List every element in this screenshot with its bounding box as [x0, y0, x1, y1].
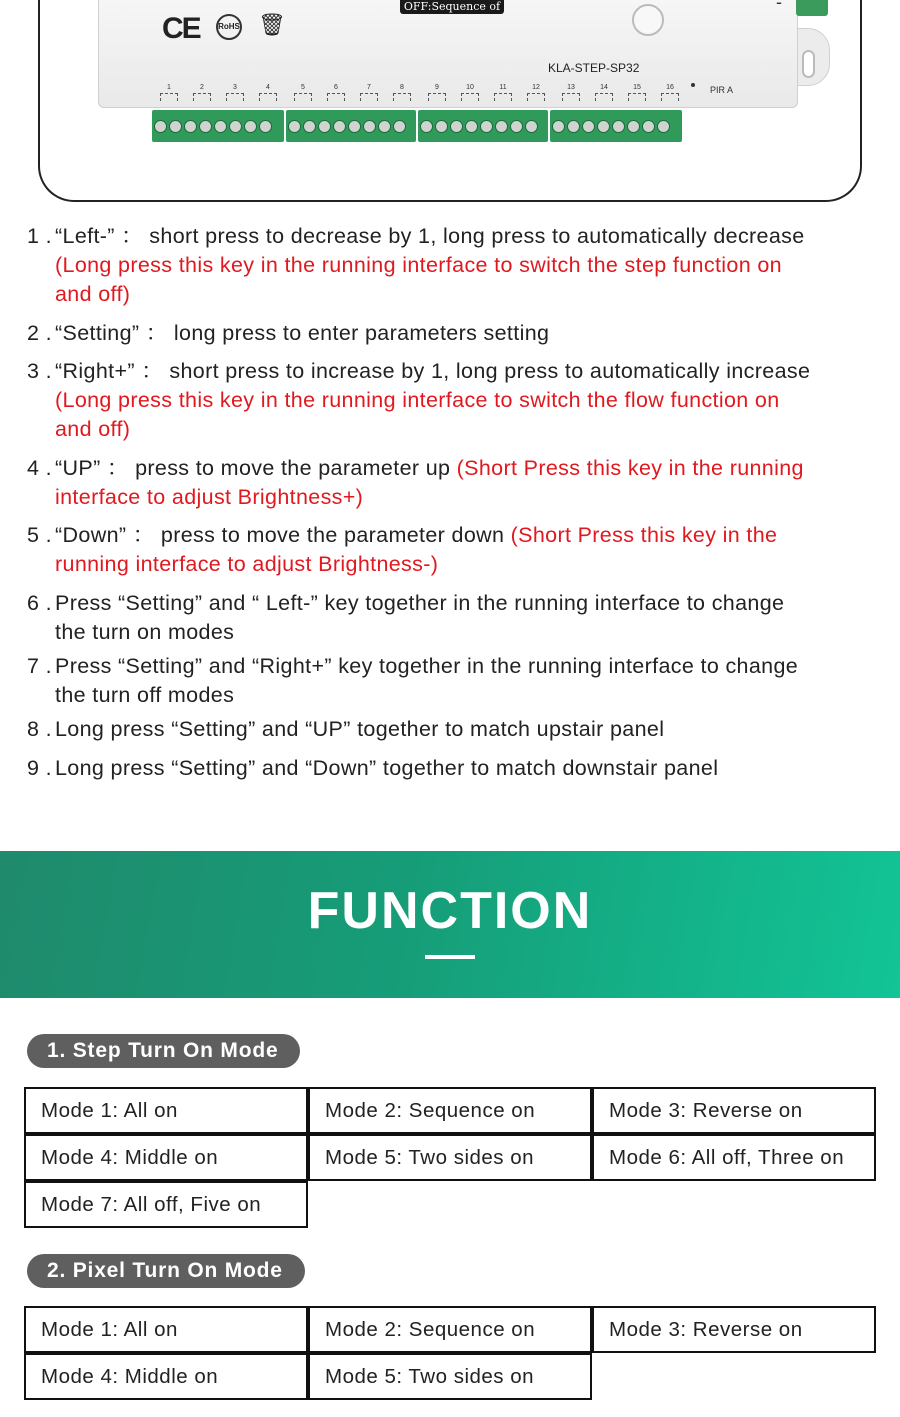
instruction-5: 5 . “Down” ： press to move the parameter down (Short Press this key in the running interface to adjust Brightness-)	[27, 523, 778, 576]
port-number: 1	[167, 84, 171, 91]
instruction-8: 8 . Long press “Setting” and “UP” together to match upstair panel	[27, 717, 665, 741]
instruction-6: 6 . Press “Setting” and “ Left-” key together in the running interface to change the turn on modes	[27, 591, 785, 644]
port-label	[356, 84, 382, 101]
port-pin-icon	[595, 93, 613, 101]
port-pin-icon	[494, 93, 512, 101]
port-pin-icon	[226, 93, 244, 101]
terminal-screw-icon	[184, 120, 197, 133]
terminal-screw-icon	[333, 120, 346, 133]
port-number: 4	[266, 84, 270, 91]
terminal-screw-icon	[154, 120, 167, 133]
table-cell: Mode 4: Middle on	[24, 1353, 308, 1400]
terminal-screw-icon	[510, 120, 523, 133]
table-cell: Mode 3: Reverse on	[592, 1087, 876, 1134]
port-pin-icon	[661, 93, 679, 101]
table-cell: Mode 6: All off, Three on	[592, 1134, 876, 1181]
terminal-screw-icon	[348, 120, 361, 133]
instruction-3: 3 . “Right+” ： short press to increase by 1, long press to automatically increase (Long press this key in the running interface to switch the flow function on and off)	[27, 359, 811, 441]
port-label	[255, 84, 281, 101]
instruction-9: 9 . Long press “Setting” and “Down” together to match downstair panel	[27, 756, 719, 780]
terminal-screw-icon	[303, 120, 316, 133]
terminal-screw-icon	[552, 120, 565, 133]
table-cell: Mode 3: Reverse on	[592, 1306, 876, 1353]
table-cell: Mode 2: Sequence on	[308, 1306, 592, 1353]
port-label	[424, 84, 450, 101]
terminal-block-2	[286, 110, 416, 142]
port-number: 3	[233, 84, 237, 91]
banner-title: FUNCTION	[307, 882, 593, 940]
instruction-4: 4 . “UP” ： press to move the parameter up (Short Press this key in the running interface to adjust Brightness+)	[27, 456, 804, 509]
terminal-block-4	[550, 110, 682, 142]
table-cell: Mode 1: All on	[24, 1087, 308, 1134]
table-cell: Mode 2: Sequence on	[308, 1087, 592, 1134]
pir-label: PIR A	[710, 85, 734, 95]
terminal-screw-icon	[627, 120, 640, 133]
terminal-screw-icon	[612, 120, 625, 133]
port-pin-icon	[393, 93, 411, 101]
pixel-mode-heading: 2. Pixel Turn On Mode	[27, 1254, 305, 1288]
device-display: OFF:Sequence of	[400, 0, 504, 14]
port-pin-icon	[294, 93, 312, 101]
terminal-screw-icon	[288, 120, 301, 133]
port-number: 10	[466, 84, 474, 91]
terminal-screw-icon	[259, 120, 272, 133]
terminal-screw-icon	[420, 120, 433, 133]
port-number: 8	[400, 84, 404, 91]
port-label	[189, 84, 215, 101]
table-cell: Mode 4: Middle on	[24, 1134, 308, 1181]
terminal-screw-icon	[525, 120, 538, 133]
pir-dot	[691, 83, 695, 87]
terminal-block-1	[152, 110, 284, 142]
port-pin-icon	[160, 93, 178, 101]
terminal-screw-icon	[582, 120, 595, 133]
terminal-screw-icon	[597, 120, 610, 133]
port-label	[558, 84, 584, 101]
port-pin-icon	[193, 93, 211, 101]
table-cell: Mode 7: All off, Five on	[24, 1181, 308, 1228]
port-number: 14	[600, 84, 608, 91]
terminal-block-3	[418, 110, 548, 142]
terminal-screw-icon	[199, 120, 212, 133]
terminal-screw-icon	[465, 120, 478, 133]
port-pin-icon	[628, 93, 646, 101]
terminal-screw-icon	[480, 120, 493, 133]
terminal-screw-icon	[244, 120, 257, 133]
port-number: 16	[666, 84, 674, 91]
port-label	[156, 84, 182, 101]
terminal-screw-icon	[393, 120, 406, 133]
port-number: 5	[301, 84, 305, 91]
terminal-screw-icon	[450, 120, 463, 133]
port-number: 7	[367, 84, 371, 91]
table-cell: Mode 5: Two sides on	[308, 1134, 592, 1181]
port-label	[222, 84, 248, 101]
port-pin-icon	[327, 93, 345, 101]
terminal-screw-icon	[318, 120, 331, 133]
step-mode-heading: 1. Step Turn On Mode	[27, 1034, 300, 1068]
port-pin-icon	[360, 93, 378, 101]
terminal-screw-icon	[642, 120, 655, 133]
ce-mark-logo: CE	[162, 12, 200, 45]
instruction-7: 7 . Press “Setting” and “Right+” key together in the running interface to change the turn off modes	[27, 654, 799, 707]
port-pin-icon	[259, 93, 277, 101]
terminal-screw-icon	[214, 120, 227, 133]
top-connector	[796, 0, 828, 16]
function-banner	[0, 851, 900, 998]
port-number: 15	[633, 84, 641, 91]
port-label	[490, 84, 516, 101]
port-label	[457, 84, 483, 101]
terminal-screw-icon	[169, 120, 182, 133]
port-number: 6	[334, 84, 338, 91]
port-number: 13	[567, 84, 575, 91]
rohs-logo: RoHS	[216, 14, 242, 40]
port-pin-icon	[527, 93, 545, 101]
terminal-screw-icon	[495, 120, 508, 133]
mounting-hole	[802, 50, 815, 78]
port-label	[523, 84, 549, 101]
terminal-screw-icon	[567, 120, 580, 133]
minus-mark: -	[776, 0, 782, 12]
terminal-screw-icon	[657, 120, 670, 133]
device-knob	[632, 4, 664, 36]
port-number: 12	[532, 84, 540, 91]
terminal-screw-icon	[378, 120, 391, 133]
port-pin-icon	[461, 93, 479, 101]
port-label	[624, 84, 650, 101]
model-label: KLA-STEP-SP32	[548, 61, 640, 75]
port-label	[389, 84, 415, 101]
instruction-2: 2 . “Setting” ： long press to enter parameters setting	[27, 321, 550, 345]
port-number: 9	[435, 84, 439, 91]
table-cell: Mode 5: Two sides on	[308, 1353, 592, 1400]
instruction-1: 1 . “Left-” ： short press to decrease by 1, long press to automatically decrease (Long press this key in the running interface to switch the step function on and off)	[27, 224, 805, 306]
banner-underline	[425, 955, 475, 959]
port-number: 2	[200, 84, 204, 91]
terminal-screw-icon	[229, 120, 242, 133]
port-label	[657, 84, 683, 101]
port-pin-icon	[562, 93, 580, 101]
port-number: 11	[499, 84, 507, 91]
port-pin-icon	[428, 93, 446, 101]
port-label	[323, 84, 349, 101]
terminal-screw-icon	[363, 120, 376, 133]
weee-bin-icon: 🗑︎	[258, 12, 286, 37]
port-label	[591, 84, 617, 101]
terminal-screw-icon	[435, 120, 448, 133]
port-label	[290, 84, 316, 101]
table-cell: Mode 1: All on	[24, 1306, 308, 1353]
